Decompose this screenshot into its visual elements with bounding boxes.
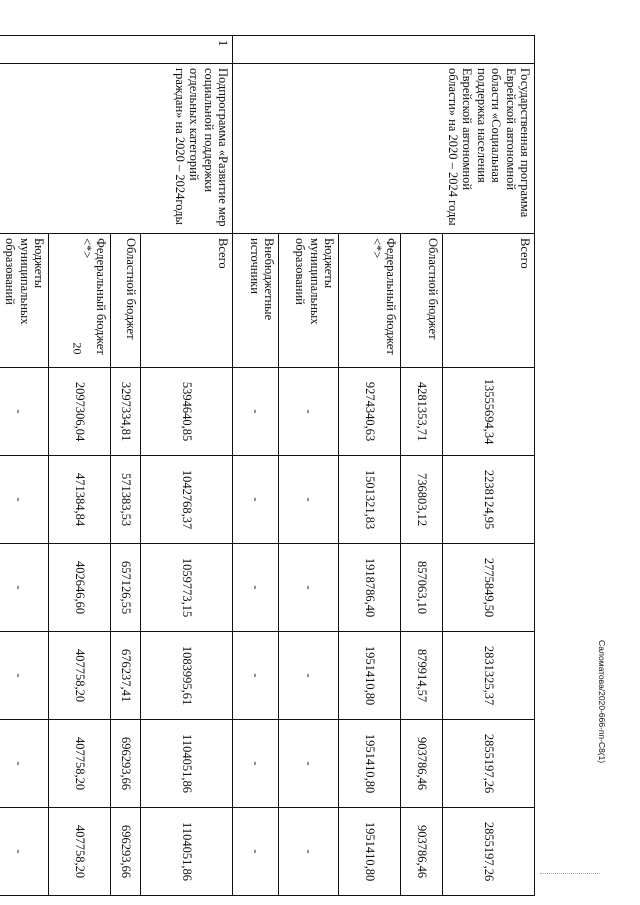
amount-cell: - (233, 544, 279, 632)
amount-cell: 4281353,71 (401, 368, 443, 456)
amount-cell: - (233, 808, 279, 896)
amount-cell: 879914,57 (401, 632, 443, 720)
amount-cell: 5394640,85 (141, 368, 233, 456)
amount-cell: 571383,53 (111, 456, 141, 544)
amount-cell: 1059773,15 (141, 544, 233, 632)
funding-source-cell: Внебюджетные источники (233, 234, 279, 368)
row-number-cell (233, 36, 535, 64)
amount-cell: 696293,66 (111, 720, 141, 808)
funding-source-cell: Федеральный бюджет <*> (49, 234, 111, 368)
amount-cell: 1104051,86 (141, 720, 233, 808)
amount-cell: - (279, 456, 339, 544)
amount-cell: 2831325,37 (443, 632, 535, 720)
funding-source-cell: Бюджеты муниципальных образований (279, 234, 339, 368)
amount-cell: - (0, 368, 49, 456)
funding-source-cell: Федеральный бюджет <*> (339, 234, 401, 368)
amount-cell: - (279, 720, 339, 808)
amount-cell: 736803,12 (401, 456, 443, 544)
amount-cell: 1918786,40 (339, 544, 401, 632)
row-number-cell: 1 (0, 36, 233, 64)
rotated-page-content (3, 35, 535, 895)
funding-source-cell: Областной бюджет (401, 234, 443, 368)
page-number: 20 (70, 342, 85, 355)
amount-cell: 402646,60 (49, 544, 111, 632)
budget-table (0, 35, 535, 896)
table-row (443, 36, 535, 896)
amount-cell: - (0, 456, 49, 544)
amount-cell: 1501321,83 (339, 456, 401, 544)
amount-cell: 407758,20 (49, 808, 111, 896)
amount-cell: 2238124,95 (443, 456, 535, 544)
amount-cell: 407758,20 (49, 632, 111, 720)
program-name-cell: Подпрограмма «Развитие мер социальной поддержки отдельных категорий граждан» на 2020 – 2024годы (0, 64, 233, 234)
amount-cell: 2855197,26 (443, 720, 535, 808)
amount-cell: 1951410,80 (339, 808, 401, 896)
funding-source-cell: Областной бюджет (111, 234, 141, 368)
amount-cell: - (233, 456, 279, 544)
amount-cell: 1104051,86 (141, 808, 233, 896)
amount-cell: 1083995,61 (141, 632, 233, 720)
amount-cell: - (0, 720, 49, 808)
funding-source-cell: Всего (443, 234, 535, 368)
amount-cell: - (0, 632, 49, 720)
amount-cell: 857063,10 (401, 544, 443, 632)
amount-cell: 903786,46 (401, 808, 443, 896)
amount-cell: - (233, 632, 279, 720)
amount-cell: 2775849,50 (443, 544, 535, 632)
amount-cell: 9274340,63 (339, 368, 401, 456)
amount-cell: 1042768,37 (141, 456, 233, 544)
amount-cell: - (279, 544, 339, 632)
amount-cell: - (0, 544, 49, 632)
document-stamp: Саломатова/2020-666-пп-С8(1) (597, 640, 607, 764)
amount-cell: 407758,20 (49, 720, 111, 808)
amount-cell: 2097306,04 (49, 368, 111, 456)
amount-cell: - (233, 720, 279, 808)
amount-cell: 3297334,81 (111, 368, 141, 456)
edge-mark (540, 873, 600, 875)
amount-cell: - (233, 368, 279, 456)
amount-cell: 676237,41 (111, 632, 141, 720)
amount-cell: 471384,84 (49, 456, 111, 544)
amount-cell: 2855197,26 (443, 808, 535, 896)
amount-cell: - (279, 632, 339, 720)
table-row (141, 36, 233, 896)
amount-cell: 1951410,80 (339, 632, 401, 720)
amount-cell: 657126,55 (111, 544, 141, 632)
amount-cell: 696293,66 (111, 808, 141, 896)
funding-source-cell: Всего (141, 234, 233, 368)
amount-cell: - (0, 808, 49, 896)
amount-cell: 1951410,80 (339, 720, 401, 808)
amount-cell: 903786,46 (401, 720, 443, 808)
amount-cell: 13555694,34 (443, 368, 535, 456)
program-name-cell: Государственная программа Еврейской автономной области «Социальная поддержка населения Еврейской автономной области» на 2020 – 2024 годы (233, 64, 535, 234)
amount-cell: - (279, 368, 339, 456)
amount-cell: - (279, 808, 339, 896)
funding-source-cell: Бюджеты муниципальных образований (0, 234, 49, 368)
